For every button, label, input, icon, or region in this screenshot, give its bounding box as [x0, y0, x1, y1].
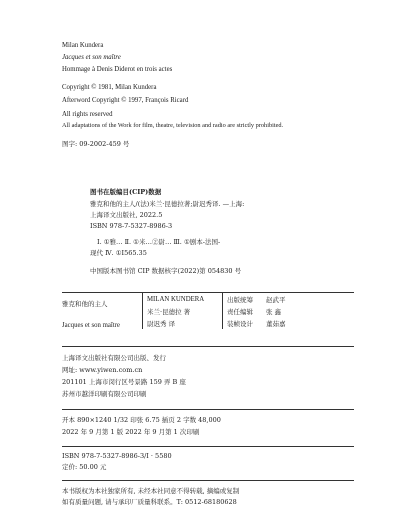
- notice-top-rule: [62, 480, 354, 481]
- publisher-top-rule: [62, 346, 354, 347]
- publisher-line: 上海译文出版社有限公司出版、发行: [62, 354, 166, 362]
- credits-title-cn: 雅克和他的主人: [62, 300, 108, 308]
- credits-translator: 尉迟秀 译: [147, 320, 176, 328]
- cip-line: 雅克和他的主人/(法)米兰·昆德拉著;尉迟秀译. —上海:: [90, 200, 245, 208]
- author-name: Milan Kundera: [62, 42, 104, 49]
- credits-divider-right: [222, 293, 223, 329]
- credits-divider-left: [142, 293, 143, 329]
- quality-contact: 如有质量问题, 请与承印厂质量科联系。T: 0512-68180628: [62, 498, 237, 506]
- publisher-address: 201101 上海市闵行区号景路 159 弄 B 座: [62, 378, 186, 386]
- cip-line: Ⅰ. ①雅… Ⅱ. ①米…②尉… Ⅲ. ①剧本-法国-: [97, 238, 221, 246]
- specs-top-rule: [62, 409, 354, 410]
- french-title: Jacques et son maître: [62, 54, 121, 61]
- credits-top-rule: [62, 292, 354, 293]
- edition-info: 2022 年 9 月第 1 版 2022 年 9 月第 1 次印刷: [62, 428, 200, 436]
- adaptations-notice: All adaptations of the Work for film, theatre, television and radio are strictly prohibited.: [62, 122, 284, 129]
- publisher-website: 网址: www.yiwen.com.cn: [62, 366, 143, 374]
- credits-role: 出版统筹: [227, 296, 253, 304]
- afterword-copyright: Afterword Copyright © 1997, François Ricard: [62, 97, 189, 104]
- printer-line: 苏州市越洋印刷有限公司印刷: [62, 390, 147, 398]
- cip-record-number: 中国版本图书馆 CIP 数据核字(2022)第 054830 号: [90, 267, 242, 275]
- credits-person: 赵武平: [266, 296, 286, 304]
- copyright-notice: 本书版权为本社独家所有, 未经本社同意不得转载, 摘编或复制: [62, 487, 240, 495]
- format-specs: 开本 890×1240 1/32 印张 6.75 插页 2 字数 48,000: [62, 416, 221, 424]
- credits-role: 装帧设计: [227, 320, 253, 328]
- rights-reserved: All rights reserved: [62, 111, 113, 118]
- credits-person: 张 鑫: [266, 308, 282, 316]
- price-line: 定价: 50.00 元: [62, 463, 107, 471]
- copyright-line: Copyright © 1981, Milan Kundera: [62, 84, 157, 91]
- cip-heading: 图书在版编目(CIP)数据: [90, 188, 162, 196]
- credits-author-cn: 米兰·昆德拉 著: [147, 308, 191, 316]
- credits-title-fr: Jacques et son maître: [62, 322, 120, 329]
- credits-role: 责任编辑: [227, 308, 253, 316]
- french-subtitle: Hommage à Denis Diderot en trois actes: [62, 66, 173, 73]
- cip-line: 上海译文出版社, 2022.5: [90, 211, 163, 219]
- cip-line: 现代 Ⅳ. ①I565.35: [90, 249, 147, 257]
- isbn-line: ISBN 978-7-5327-8986-3/I · 5580: [62, 452, 172, 460]
- credits-person: 董茹嘉: [266, 320, 286, 328]
- credits-author-latin: MILAN KUNDERA: [147, 296, 205, 303]
- contract-number: 图字: 09-2002-459 号: [62, 140, 130, 148]
- cip-line: ISBN 978-7-5327-8986-3: [90, 222, 173, 230]
- pricing-top-rule: [62, 446, 354, 447]
